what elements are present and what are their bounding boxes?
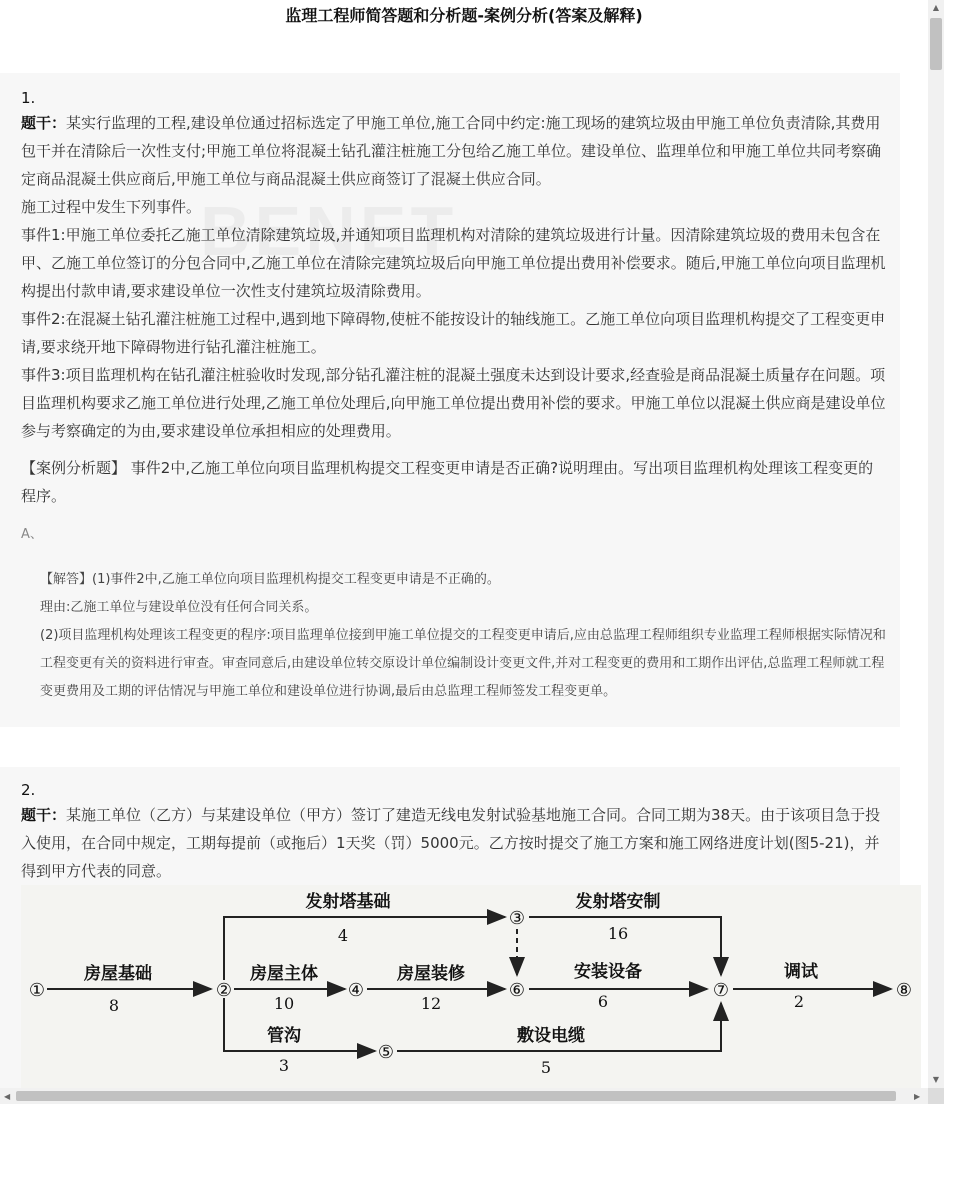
activity-label: 安装设备 <box>574 962 642 982</box>
answer-paragraph: 理由:乙施工单位与建设单位没有任何合同关系。 <box>40 600 318 615</box>
event-3: 事件3:项目监理机构在钻孔灌注桩验收时发现,部分钻孔灌注桩的混凝土强度未达到设计要求,经查验是商品混凝土质量存在问题。项目监理机构要求乙施工单位进行处理,乙施工单位处理后,向甲施工单位提出费用补偿的要求。甲施工单位以混凝土供应商是建设单位参与考察确定的为由,要求建设单位承担相应的处理费用。 <box>21 366 886 440</box>
analysis-text: 事件2中,乙施工单位向项目监理机构提交工程变更申请是否正确?说明理由。写出项目监理机构处理该工程变更的程序。 <box>21 459 874 505</box>
activity-label: 房屋装修 <box>397 964 465 984</box>
scroll-up-icon[interactable]: ▲ <box>932 3 940 12</box>
node-8: ⑧ <box>895 980 913 1001</box>
event-2: 事件2:在混凝土钻孔灌注桩施工过程中,遇到地下障碍物,使桩不能按设计的轴线施工。乙施工单位向项目监理机构提交了工程变更申请,要求绕开地下障碍物进行钻孔灌注桩施工。 <box>21 310 886 356</box>
answer-paragraph: (2)项目监理机构处理该工程变更的程序:项目监理单位接到甲施工单位提交的工程变更申请后,应由总监理工程师组织专业监理工程师根据实际情况和工程变更有关的资料进行审查。审查同意后,由建设单位转交原设计单位编制设计变更文件,并对工程变更的费用和工期作出评估,总监理工程师就工程变更费用及工期的评估情况与甲施工单位和建设单位进行协调,最后由总监理工程师签发工程变更单。 <box>40 628 886 699</box>
node-3: ③ <box>508 908 526 929</box>
activity-duration: 12 <box>420 994 442 1013</box>
horizontal-scrollbar[interactable] <box>0 1088 928 1104</box>
activity-label: 房屋基础 <box>84 964 152 984</box>
option-a[interactable]: A、 <box>21 527 43 542</box>
activity-label: 房屋主体 <box>250 964 318 984</box>
activity-duration: 16 <box>607 924 629 943</box>
activity-duration: 4 <box>337 926 349 945</box>
scroll-right-icon[interactable]: ▶ <box>914 1092 921 1101</box>
answer-block <box>40 566 886 706</box>
question-stem <box>21 109 886 445</box>
stem-label: 题干： <box>21 114 67 132</box>
node-5: ⑤ <box>377 1042 395 1063</box>
question-card-2 <box>0 767 913 1088</box>
node-1: ① <box>28 980 46 1001</box>
question-stem <box>21 801 886 885</box>
activity-duration: 8 <box>108 996 120 1015</box>
stem-paragraph: 某施工单位（乙方）与某建设单位（甲方）签订了建造无线电发射试验基地施工合同。合同工期为38天。由于该项目急于投入使用，在合同中规定，工期每提前（或拖后）1天奖（罚）5000元。乙方按时提交了施工方案和施工网络进度计划(图5-21)，并得到甲方代表的同意。 <box>21 806 881 880</box>
network-diagram <box>21 885 921 1088</box>
question-number: 2. <box>21 781 36 799</box>
activity-label: 敷设电缆 <box>517 1026 585 1046</box>
vertical-scrollbar-thumb[interactable] <box>930 18 942 70</box>
analysis-label: 【案例分析题】 <box>21 459 127 477</box>
activity-label: 发射塔基础 <box>305 892 391 912</box>
page-title: 监理工程师简答题和分析题-案例分析(答案及解释) <box>285 6 643 25</box>
activity-label: 管沟 <box>267 1026 301 1046</box>
vertical-scrollbar[interactable] <box>928 0 944 1088</box>
stem-paragraph: 某实行监理的工程,建设单位通过招标选定了甲施工单位,施工合同中约定:施工现场的建筑垃圾由甲施工单位负责清除,其费用包干并在清除后一次性支付;甲施工单位将混凝土钻孔灌注桩施工分包给乙施工单位。建设单位、监理单位和甲施工单位共同考察确定商品混凝土供应商后,甲施工单位与商品混凝土供应商签订了混凝土供应合同。 <box>21 114 882 188</box>
activity-duration: 3 <box>278 1056 290 1075</box>
node-7: ⑦ <box>712 980 730 1001</box>
activity-label: 调试 <box>784 962 818 982</box>
event-1: 事件1:甲施工单位委托乙施工单位清除建筑垃圾,并通知项目监理机构对清除的建筑垃圾进行计量。因清除建筑垃圾的费用未包含在甲、乙施工单位签订的分包合同中,乙施工单位在清除完建筑垃圾后向甲施工单位提出费用补偿要求。随后,甲施工单位向项目监理机构提出付款申请,要求建设单位一次性支付建筑垃圾清除费用。 <box>21 226 886 300</box>
stem-label: 题干： <box>21 806 67 824</box>
node-4: ④ <box>347 980 365 1001</box>
question-card-1 <box>0 73 900 727</box>
analysis-question <box>21 454 886 510</box>
network-diagram-svg <box>21 885 921 1088</box>
question-number: 1. <box>21 89 36 107</box>
activity-duration: 5 <box>540 1058 552 1077</box>
horizontal-scrollbar-thumb[interactable] <box>16 1091 896 1101</box>
node-6: ⑥ <box>508 980 526 1001</box>
activity-duration: 6 <box>597 992 609 1011</box>
answer-paragraph: 【解答】(1)事件2中,乙施工单位向项目监理机构提交工程变更申请是不正确的。 <box>40 572 500 587</box>
node-2: ② <box>215 980 233 1001</box>
activity-duration: 10 <box>273 994 295 1013</box>
scrollbar-corner <box>928 1088 944 1104</box>
activity-label: 发射塔安制 <box>575 892 661 912</box>
stem-paragraph: 施工过程中发生下列事件。 <box>21 198 202 216</box>
scroll-down-icon[interactable]: ▼ <box>932 1075 940 1084</box>
scroll-left-icon[interactable]: ◀ <box>4 1092 11 1101</box>
activity-duration: 2 <box>793 992 805 1011</box>
